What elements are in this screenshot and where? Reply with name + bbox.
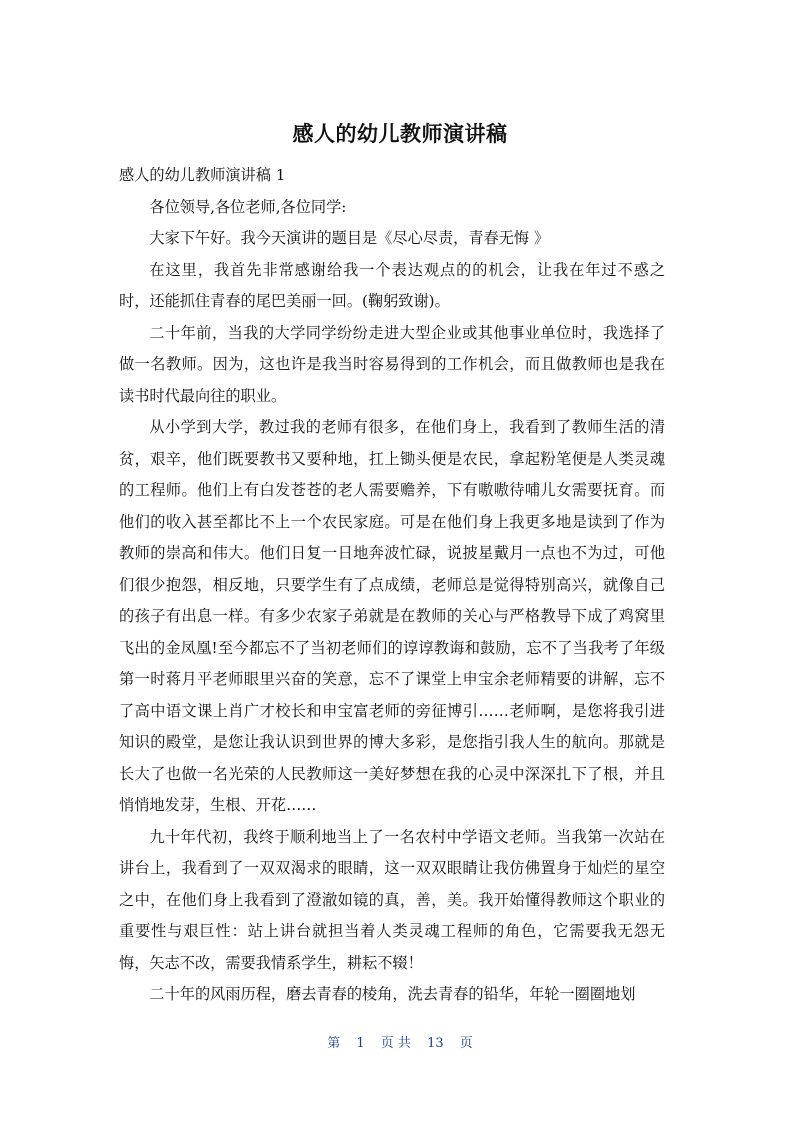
footer-label-suffix: 页 — [459, 1036, 473, 1051]
paragraph-twenty-years-journey: 二十年的风雨历程，磨去青春的棱角，洗去青春的铅华，年轮一圈圈地划 — [149, 985, 636, 1003]
paragraph-teachers-memory: 从小学到大学，教过我的老师有很多，在他们身上，我看到了教师生活的清贫，艰辛，他们既要教书又要种地，扛上锄头便是农民，拿起粉笔便是人类灵魂的工程师。他们上有白发苍苍的老人需要赡养，下有嗷嗷待哺儿女需要抚育。而他们的收入甚至都比不上一个农民家庭。可是在他们身上我更多地是读到了作为教师的崇高和伟大。他们日复一日地奔波忙碌，说披星戴月一点也不为过，可他们很少抱怨，相反地，只要学生有了点成绩，老师总是觉得特别高兴，就像自己的孩子有出息一样。有多少农家子弟就是在教师的关心与严格教导下成了鸡窝里飞出的金凤凰!至今都忘不了当初老师们的谆谆教诲和鼓励，忘不了当我考了年级第一时蒋月平老师眼里兴奋的笑意，忘不了课堂上申宝余老师精要的讲解，忘不了高中语文课上肖广才校长和申宝富老师的旁征博引……老师啊，是您将我引进知识的殿堂，是您让我认识到世界的博大多彩，是您指引我人生的航向。那就是长大了也做一名光荣的人民教师这一美好梦想在我的心灵中深深扎下了根，并且悄悄地发芽，生根、开花…… — [119, 418, 665, 814]
paragraph-nineties: 九十年代初，我终于顺利地当上了一名农村中学语文老师。当我第一次站在讲台上，我看到了一双双渴求的眼睛，这一双双眼睛让我仿佛置身于灿烂的星空之中，在他们身上我看到了澄澈如镜的真，善，美。我开始懂得教师这个职业的重要性与艰巨性：站上讲台就担当着人类灵魂工程师的角色，它需要我无怨无悔，矢志不改，需要我情系学生，耕耘不辍！ — [119, 827, 665, 972]
document-title: 感人的幼儿教师演讲稿 — [292, 122, 508, 146]
footer-current-page: 1 — [356, 1036, 365, 1051]
footer-label-prefix: 第 — [327, 1036, 341, 1051]
document-body — [119, 160, 665, 1011]
page-footer — [0, 1032, 800, 1051]
document-subtitle: 感人的幼儿教师演讲稿 1 — [119, 166, 286, 184]
paragraph-thanks: 在这里，我首先非常感谢给我一个表达观点的的机会，让我在年过不惑之时，还能抓住青春的尾巴美丽一回。(鞠躬致谢)。 — [119, 260, 665, 310]
paragraph-topic: 大家下午好。我今天演讲的题目是《尽心尽责，青春无悔 》 — [149, 229, 550, 247]
footer-label-middle: 页 共 — [380, 1036, 411, 1051]
paragraph-twenty-years-ago: 二十年前，当我的大学同学纷纷走进大型企业或其他事业单位时，我选择了做一名教师。因为，这也许是我当时容易得到的工作机会，而且做教师也是我在读书时代最向往的职业。 — [119, 323, 665, 405]
paragraph-greeting: 各位领导,各位老师,各位同学: — [149, 197, 347, 216]
footer-total-pages: 13 — [427, 1036, 444, 1051]
